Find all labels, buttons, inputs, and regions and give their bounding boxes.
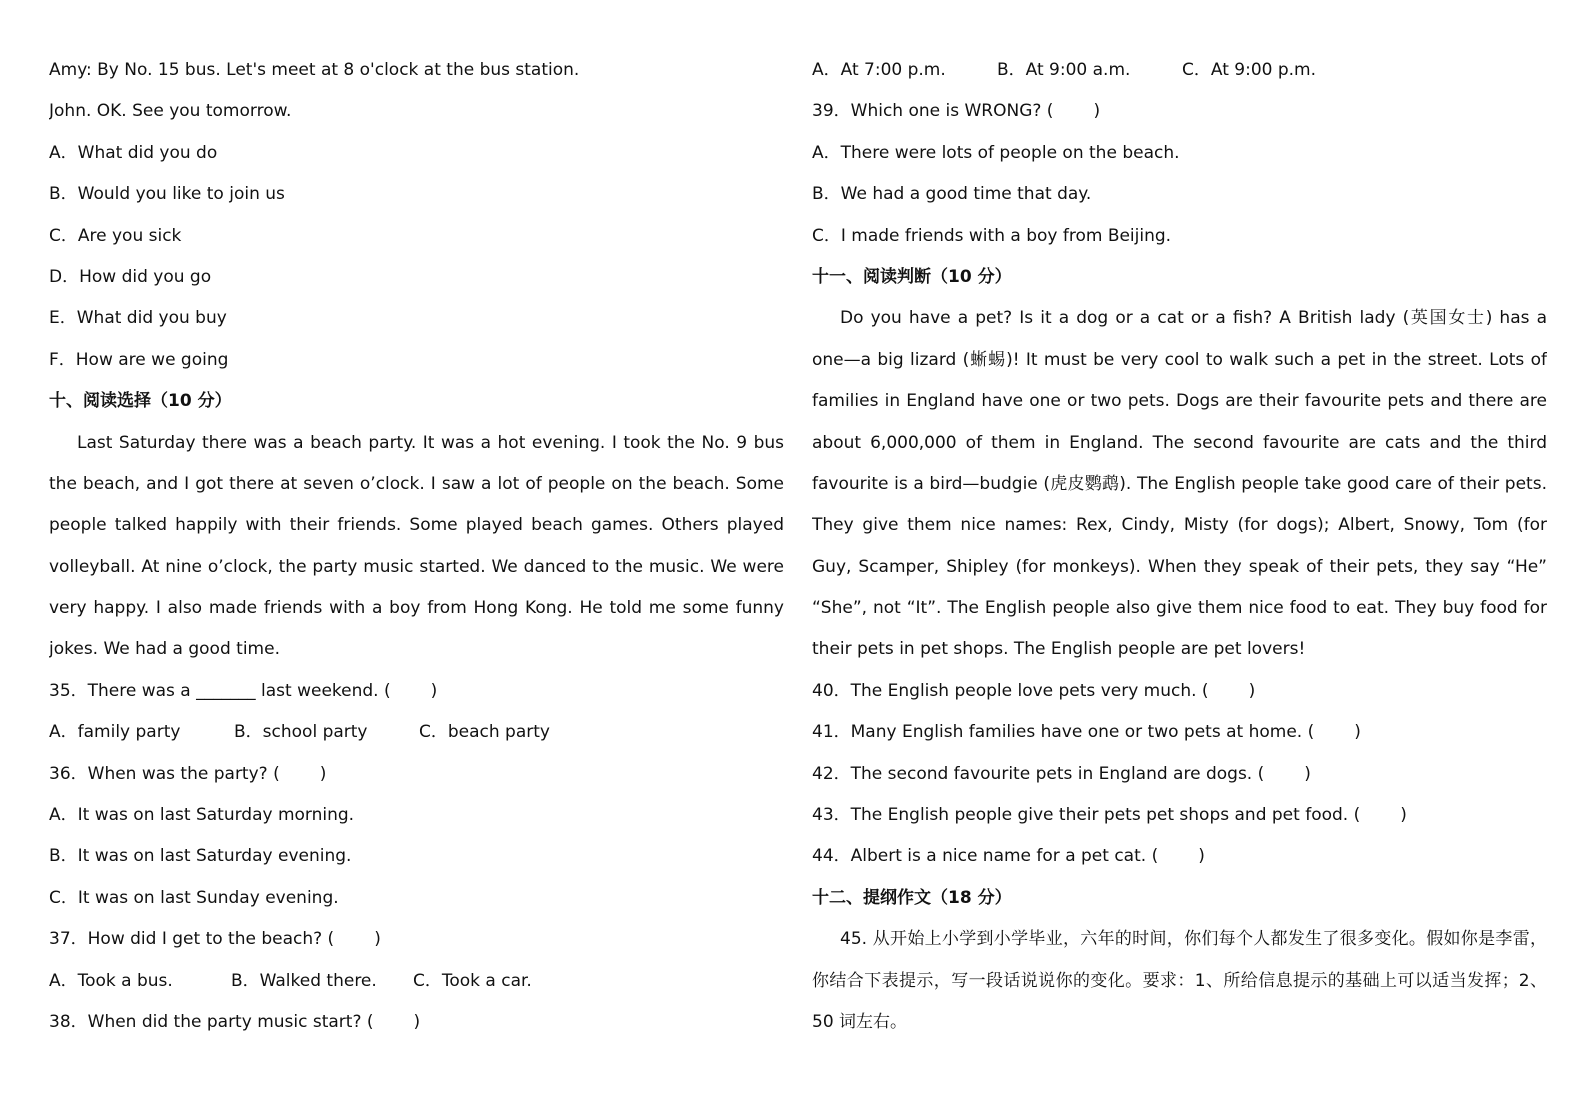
option-c: C．I made friends with a boy from Beijing.: [812, 225, 1172, 246]
question-close-paren: ): [1400, 805, 1407, 826]
question-36: [49, 754, 784, 795]
passage-line: Do you have a pet? Is it a dog or a cat or a fish? A British lady (英国女士) has a: [840, 308, 1547, 329]
judgement-41: [812, 712, 1547, 753]
question-37-options: [49, 961, 784, 1002]
passage-line: volleyball. At nine o’clock, the party music started. We danced to the music. We were: [49, 556, 784, 577]
section-11-heading: 十一、阅读判断（10 分）: [812, 266, 1012, 287]
question-text: 43．The English people give their pets pet shops and pet food. (: [812, 805, 1361, 826]
question-text: 38．When did the party music start? (: [49, 1011, 374, 1032]
right-column: [812, 50, 1547, 1043]
answer-option: A．What did you do: [49, 142, 218, 163]
question-text: 35．There was a _______ last weekend. (: [49, 680, 391, 701]
passage-line: They give them nice names: Rex, Cindy, Misty (for dogs); Albert, Snowy, Tom (for: [812, 515, 1547, 536]
option-b: B．It was on last Saturday evening.: [49, 846, 352, 867]
option-c: C．It was on last Sunday evening.: [49, 887, 339, 908]
option-a: A．It was on last Saturday morning.: [49, 805, 355, 826]
judgement-43: [812, 795, 1547, 836]
question-close-paren: ): [1248, 680, 1256, 701]
question-text: 39．Which one is WRONG? (: [812, 101, 1054, 122]
option-a: A．At 7:00 p.m.: [812, 60, 946, 80]
dialogue-line: John. OK. See you tomorrow.: [49, 101, 292, 122]
question-text: 41．Many English families have one or two pets at home. (: [812, 722, 1315, 743]
passage-line: Last Saturday there was a beach party. It was a hot evening. I took the No. 9 bus: [77, 432, 784, 453]
passage-line: their pets in pet shops. The English people are pet lovers!: [812, 639, 1306, 660]
passage-line: “She”, not “It”. The English people also give them nice food to eat. They buy food for: [812, 598, 1547, 619]
question-close-paren: ): [430, 680, 438, 701]
question-35: [49, 671, 784, 712]
question-text: 42．The second favourite pets in England are dogs. (: [812, 763, 1265, 784]
answer-option: C．Are you sick: [49, 225, 182, 246]
answer-option: E．What did you buy: [49, 308, 227, 329]
section-10-heading: 十、阅读选择（10 分）: [49, 391, 232, 412]
writing-prompt-line: 你结合下表提示，写一段话说说你的变化。要求：1、所给信息提示的基础上可以适当发挥；2、: [812, 970, 1547, 991]
option-a: A．family party: [49, 722, 181, 743]
question-35-options: [49, 712, 784, 753]
dialogue-line: Amy: By No. 15 bus. Let's meet at 8 o'clock at the bus station.: [49, 60, 580, 80]
writing-prompt-line: 50 词左右。: [812, 1011, 908, 1032]
passage-line: jokes. We had a good time.: [49, 639, 280, 660]
passage-line: the beach, and I got there at seven o’clock. I saw a lot of people on the beach. Some: [49, 473, 784, 494]
option-c: C．At 9:00 p.m.: [1182, 60, 1317, 80]
passage-line: Guy, Scamper, Shipley (for monkeys). When they speak of their pets, they say “He”: [812, 556, 1547, 577]
question-close-paren: ): [319, 763, 327, 784]
passage-line: people talked happily with their friends. Some played beach games. Others played: [49, 515, 784, 536]
question-close-paren: ): [1304, 763, 1311, 784]
question-close-paren: ): [1093, 101, 1101, 122]
question-text: 36．When was the party? (: [49, 763, 280, 784]
judgement-42: [812, 754, 1547, 795]
option-c: C．beach party: [419, 722, 550, 743]
judgement-44: [812, 836, 1547, 877]
question-38-options: [812, 50, 1547, 91]
passage-line: favourite is a bird—budgie (虎皮鹦鹉). The English people take good care of their pets.: [812, 473, 1547, 494]
question-text: 44．Albert is a nice name for a pet cat. (: [812, 846, 1159, 867]
question-38: [49, 1002, 784, 1043]
passage-line: families in England have one or two pets. Dogs are their favourite pets and there are: [812, 391, 1547, 412]
option-c: C．Took a car.: [413, 970, 532, 991]
passage-line: very happy. I also made friends with a boy from Hong Kong. He told me some funny: [49, 598, 784, 619]
question-close-paren: ): [1198, 846, 1205, 867]
option-a: A．There were lots of people on the beach.: [812, 142, 1180, 163]
question-close-paren: ): [413, 1011, 421, 1032]
passage-line: one—a big lizard (蜥蜴)! It must be very cool to walk such a pet in the street. Lots of: [812, 349, 1547, 370]
question-37: [49, 919, 784, 960]
passage-line: about 6,000,000 of them in England. The second favourite are cats and the third: [812, 432, 1547, 453]
section-12-heading: 十二、提纲作文（18 分）: [812, 887, 1012, 908]
option-a: A．Took a bus.: [49, 970, 173, 991]
writing-prompt-line: 45. 从开始上小学到小学毕业，六年的时间，你们每个人都发生了很多变化。假如你是李雷，: [840, 929, 1547, 950]
answer-option: B．Would you like to join us: [49, 184, 285, 205]
question-close-paren: ): [374, 929, 381, 950]
option-b: B．Walked there.: [231, 970, 377, 991]
judgement-40: [812, 671, 1547, 712]
option-b: B．school party: [234, 722, 368, 743]
option-b: B．At 9:00 a.m.: [997, 60, 1131, 80]
option-b: B．We had a good time that day.: [812, 184, 1092, 205]
question-text: 40．The English people love pets very much. (: [812, 680, 1209, 701]
left-column: [49, 50, 784, 1043]
answer-option: D．How did you go: [49, 266, 212, 287]
question-text: 37．How did I get to the beach? (: [49, 929, 335, 950]
answer-option: F．How are we going: [49, 349, 229, 370]
question-39: [812, 91, 1547, 132]
question-close-paren: ): [1354, 722, 1361, 743]
